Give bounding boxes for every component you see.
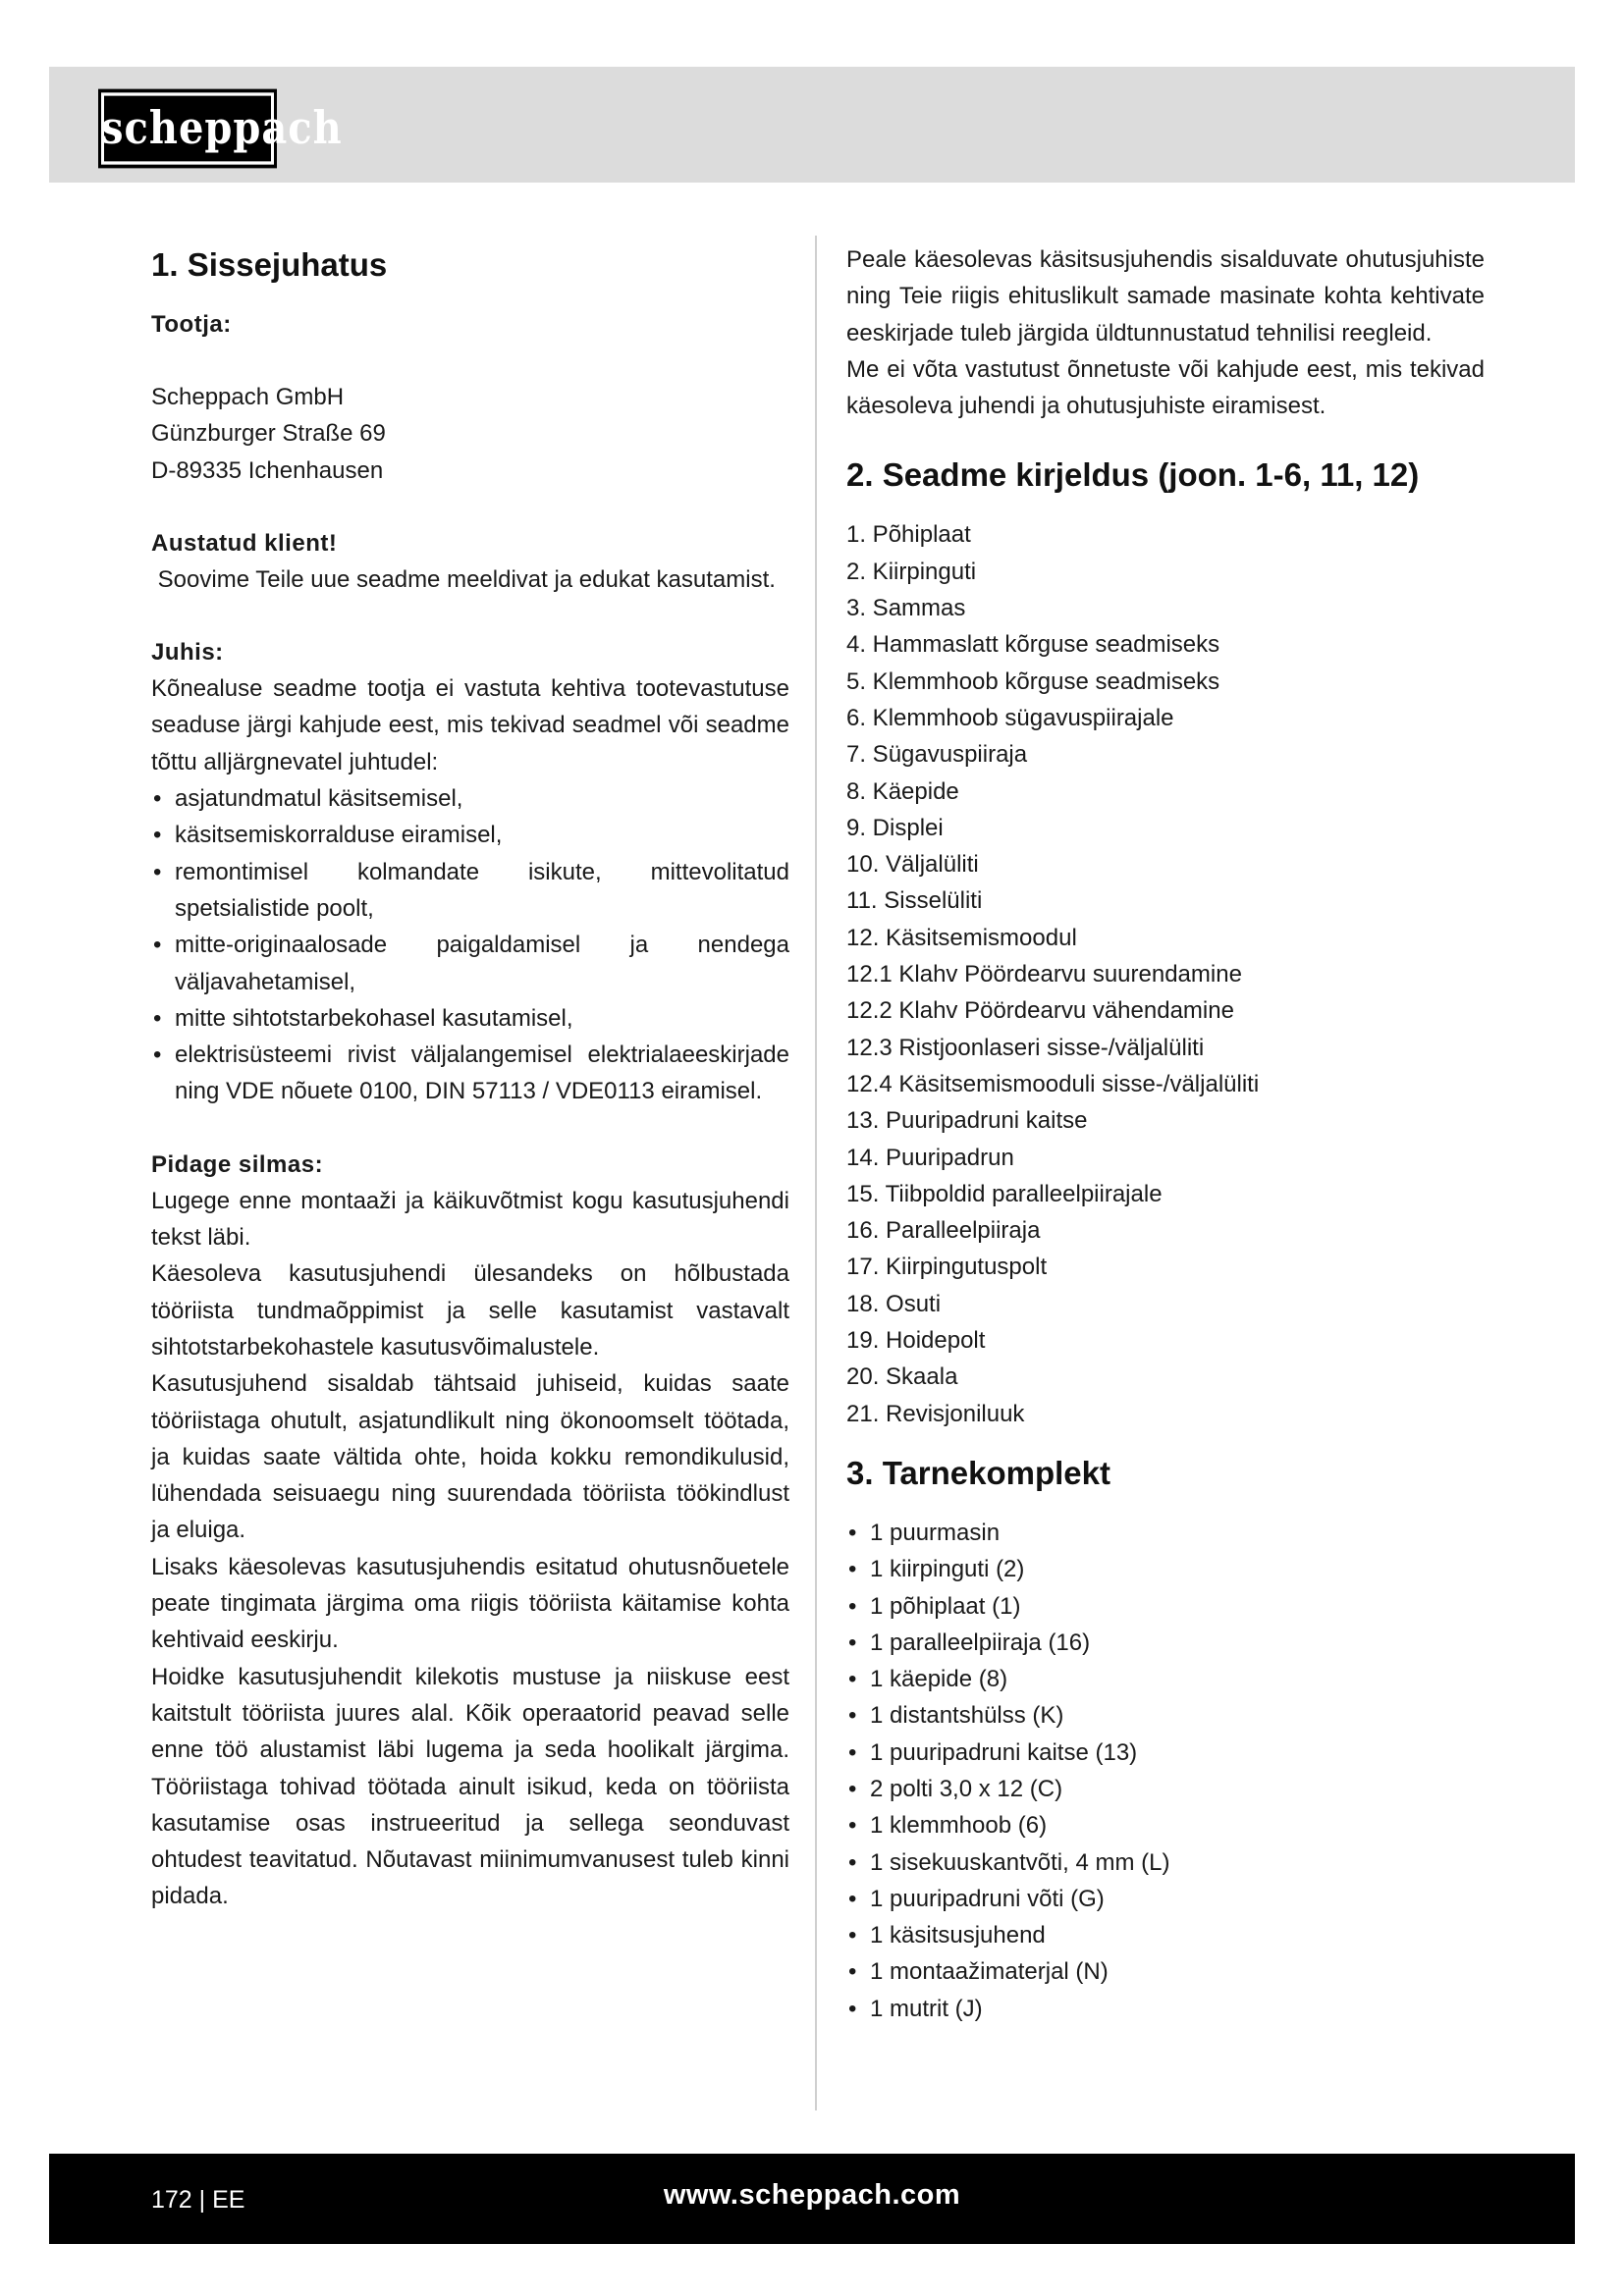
list-item: • remontimisel kolmandate isikute, mittevolitatud spetsialistide poolt,: [151, 854, 789, 928]
list-item: 16. Paralleelpiiraja: [846, 1217, 1041, 1245]
list-item: 1. Põhiplaat: [846, 521, 971, 549]
list-item: • 1 puuripadruni kaitse (13): [846, 1735, 1485, 1771]
list-item: • elektrisüsteemi rivist väljalangemisel elektrialaeeskirjade ning VDE nõuete 0100, DIN 57113 / VDE0113 eiramisel.: [151, 1037, 789, 1110]
list-item: 12.4 Käsitsemismooduli sisse-/väljalüliti: [846, 1070, 1260, 1097]
list-item: 7. Sügavuspiiraja: [846, 741, 1028, 769]
list-item: 10. Väljalüliti: [846, 851, 979, 879]
list-item: • 1 mutrit (J): [846, 1991, 1485, 2027]
list-item: 21. Revisjoniluuk: [846, 1400, 1025, 1427]
list-item: • 1 puuripadruni võti (G): [846, 1881, 1485, 1917]
attention-paragraph: Lugege enne montaaži ja käikuvõtmist kogu kasutusjuhendi tekst läbi.: [151, 1187, 789, 1252]
address-line: D-89335 Ichenhausen: [151, 456, 384, 484]
address-line: Scheppach GmbH: [151, 384, 345, 410]
attention-paragraph: Hoidke kasutusjuhendit kilekotis mustuse ja niiskuse eest kaitstult tööriista juures alal. Kõik operaatorid peavad selle enne töö alustamist läbi lugema ja seda hoolikalt järgima. Tööriistaga tohivad töötada ainult isikud, keda on tööriista kasutamise osas instrueeritud ja sellega seonduvast ohtudest teavitatud. Nõutavast miinimumvanusest tuleb kinni pidada.: [151, 1663, 789, 1910]
note-text: Kõnealuse seadme tootja ei vastuta kehtiva tootevastutuse seaduse järgi kahjude eest, mis tekivad seadmel või seadme tõttu alljärgnevatel juhtudel:: [151, 675, 789, 775]
list-item: 2. Kiirpinguti: [846, 558, 977, 585]
list-item: 6. Klemmhoob sügavuspiirajale: [846, 704, 1174, 731]
list-item: 3. Sammas: [846, 595, 966, 622]
list-item: • 1 montaažimaterjal (N): [846, 1953, 1485, 1990]
list-item: 14. Puuripadrun: [846, 1144, 1014, 1171]
website-link[interactable]: www.scheppach.com: [663, 2179, 961, 2211]
list-item: 11. Sisselüliti: [846, 887, 983, 915]
attention-paragraph: Lisaks käesolevas kasutusjuhendis esitatud ohutusnõuetele peate tingimata järgima oma riigis tööriista käitamise kohta kehtivaid eeskirju.: [151, 1553, 789, 1654]
list-item: • 1 käepide (8): [846, 1661, 1485, 1697]
parts-list: [846, 516, 1485, 1431]
delivery-list: [846, 1515, 1485, 2027]
list-item: • 1 paralleelpiiraja (16): [846, 1625, 1485, 1661]
attention-paragraph: Käesoleva kasutusjuhendi ülesandeks on hõlbustada tööriista tundmaõppimist ja selle kasutamist vastavalt sihtotstarbekohastele kasutusvõimalustele.: [151, 1260, 789, 1361]
list-item: • 1 kiirpinguti (2): [846, 1551, 1485, 1587]
list-item: 4. Hammaslatt kõrguse seadmiseks: [846, 631, 1220, 659]
header-band: [49, 67, 1575, 183]
intro-paragraph: Me ei võta vastutust õnnetuste või kahjude eest, mis tekivad käesoleva juhendi ja ohutusjuhiste eiramisest.: [846, 355, 1485, 420]
page-number: 172 | EE: [151, 2186, 245, 2214]
list-item: 5. Klemmhoob kõrguse seadmiseks: [846, 667, 1220, 695]
greeting-text: Soovime Teile uue seadme meeldivat ja edukat kasutamist.: [151, 565, 776, 593]
list-item: 12.2 Klahv Pöördearvu vähendamine: [846, 997, 1234, 1025]
list-item: • 1 käsitsusjuhend: [846, 1917, 1485, 1953]
brand-logo: scheppach: [98, 89, 277, 169]
list-item: • 2 polti 3,0 x 12 (C): [846, 1771, 1485, 1807]
list-item: 18. Osuti: [846, 1290, 942, 1317]
list-item: • mitte-originaalosade paigaldamisel ja nendega väljavahetamisel,: [151, 927, 789, 1000]
list-item: 12.1 Klahv Pöördearvu suurendamine: [846, 961, 1242, 988]
address-line: Günzburger Straße 69: [151, 420, 386, 448]
list-item: • käsitsemiskorralduse eiramisel,: [151, 817, 789, 853]
list-item: 19. Hoidepolt: [846, 1327, 986, 1355]
list-item: • mitte sihtotstarbekohasel kasutamisel,: [151, 1000, 789, 1037]
list-item: 12.3 Ristjoonlaseri sisse-/väljalüliti: [846, 1034, 1205, 1061]
footer-bar: [49, 2154, 1575, 2244]
section-2-title: 2. Seadme kirjeldus (joon. 1-6, 11, 12): [846, 456, 1420, 494]
list-item: 15. Tiibpoldid paralleelpiirajale: [846, 1180, 1163, 1207]
note-list: [151, 780, 789, 1110]
attention-label: Pidage silmas:: [151, 1150, 324, 1178]
right-column: [846, 241, 1485, 2027]
list-item: 8. Käepide: [846, 777, 959, 805]
list-item: • 1 klemmhoob (6): [846, 1807, 1485, 1843]
section-1-title: 1. Sissejuhatus: [151, 246, 388, 283]
list-item: 13. Puuripadruni kaitse: [846, 1107, 1088, 1135]
list-item: • 1 distantshülss (K): [846, 1697, 1485, 1734]
list-item: • asjatundmatul käsitsemisel,: [151, 780, 789, 817]
left-column: [151, 241, 789, 1915]
section-3-title: 3. Tarnekomplekt: [846, 1454, 1110, 1491]
intro-paragraph: Peale käesolevas käsitsusjuhendis sisalduvate ohutusjuhiste ning Teie riigis ehituslikult samade masinate kohta kehtivate eeskirjade tuleb järgida üldtunnustatud tehnilisi reegleid.: [846, 246, 1485, 347]
note-label: Juhis:: [151, 639, 224, 667]
list-item: • 1 sisekuuskantvõti, 4 mm (L): [846, 1844, 1485, 1881]
list-item: 9. Displei: [846, 814, 944, 841]
list-item: 20. Skaala: [846, 1363, 958, 1391]
manufacturer-label: Tootja:: [151, 311, 232, 338]
list-item: • 1 põhiplaat (1): [846, 1588, 1485, 1625]
list-item: 12. Käsitsemismoodul: [846, 924, 1077, 951]
list-item: • 1 puurmasin: [846, 1515, 1485, 1551]
attention-paragraph: Kasutusjuhend sisaldab tähtsaid juhiseid, kuidas saate tööriistaga ohutult, asjatundlikult ning ökonoomselt töötada, ja kuidas saate vältida ohte, hoida kokku remondikulusid, lühendada seisuaegu ning suurendada tööriista töökindlust ja eluiga.: [151, 1370, 789, 1544]
list-item: 17. Kiirpingutuspolt: [846, 1254, 1048, 1281]
greeting-label: Austatud klient!: [151, 529, 338, 557]
column-divider: [815, 236, 817, 2110]
